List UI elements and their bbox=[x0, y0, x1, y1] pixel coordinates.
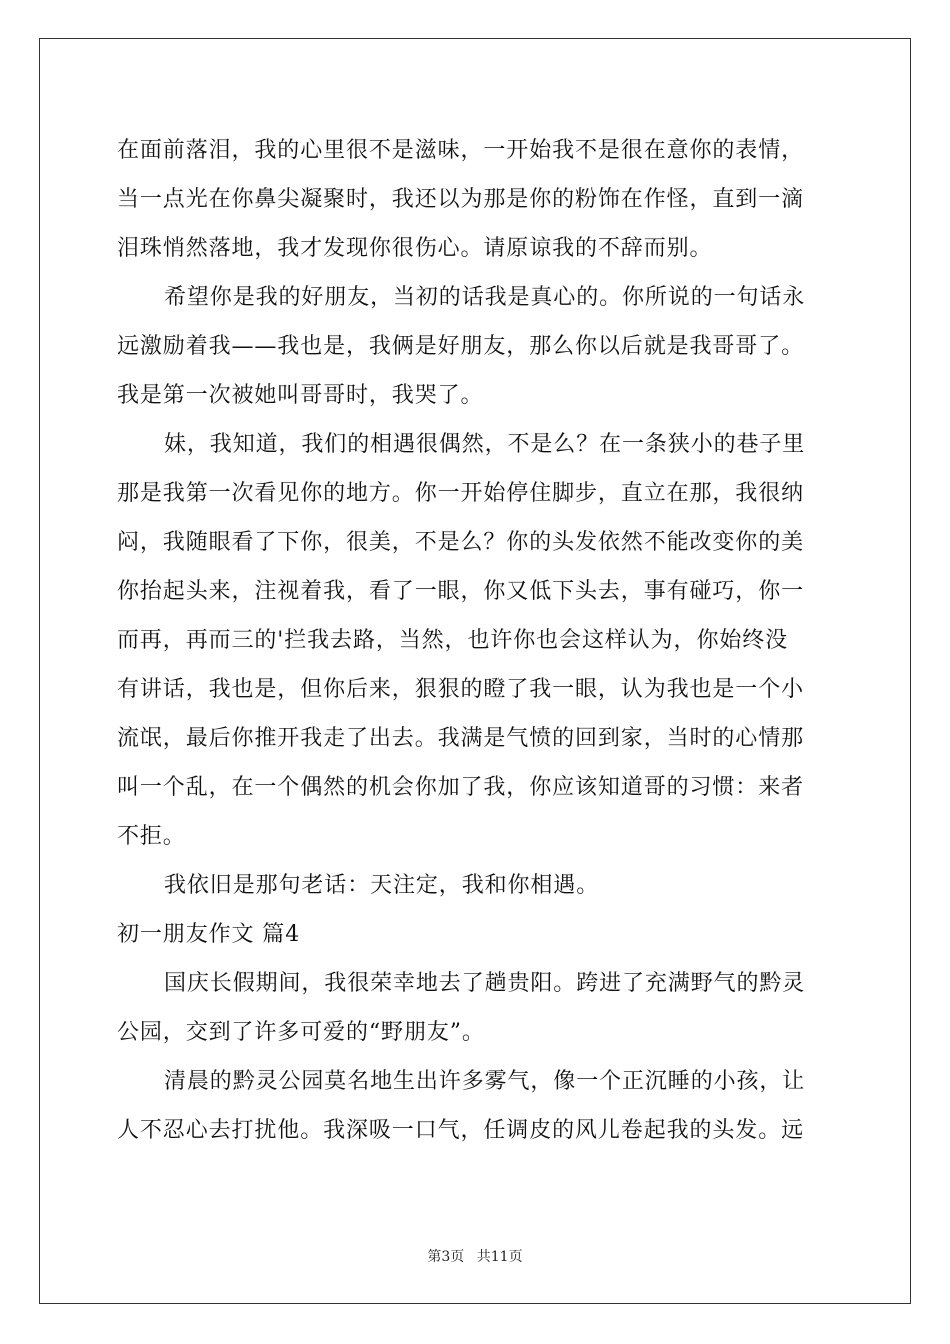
page-total: 共11页 bbox=[476, 1249, 523, 1265]
text-line: 而再，再而三的'拦我去路，当然，也许你也会这样认为，你始终没 bbox=[117, 628, 789, 653]
text-line: 流氓，最后你推开我走了出去。我满是气愤的回到家，当时的心情那 bbox=[117, 726, 805, 751]
text-line: 远激励着我——我也是，我俩是好朋友，那么你以后就是我哥哥了。 bbox=[117, 334, 805, 359]
text-line: 清晨的黔灵公园莫名地生出许多雾气，像一个正沉睡的小孩，让 bbox=[164, 1069, 806, 1094]
text-line: 我是第一次被她叫哥哥时，我哭了。 bbox=[117, 383, 484, 408]
section-heading: 初一朋友作文 篇4 bbox=[117, 922, 301, 947]
text-line: 公园，交到了许多可爱的“野朋友”。 bbox=[117, 1020, 485, 1045]
page-number: 第3页 bbox=[427, 1249, 465, 1265]
text-line: 你抬起头来，注视着我，看了一眼，你又低下头去，事有碰巧，你一 bbox=[117, 579, 805, 604]
text-line: 那是我第一次看见你的地方。你一开始停住脚步，直立在那，我很纳 bbox=[117, 481, 805, 506]
page-footer bbox=[0, 1246, 950, 1266]
text-line: 当一点光在你鼻尖凝聚时，我还以为那是你的粉饰在作怪，直到一滴 bbox=[117, 187, 805, 212]
document-body bbox=[117, 126, 833, 1155]
text-line: 我依旧是那句老话：天注定，我和你相遇。 bbox=[164, 873, 600, 898]
text-line: 叫一个乱，在一个偶然的机会你加了我，你应该知道哥的习惯：来者 bbox=[117, 775, 805, 800]
text-line: 妹，我知道，我们的相遇很偶然，不是么？在一条狭小的巷子里 bbox=[164, 432, 806, 457]
text-line: 不拒。 bbox=[117, 824, 186, 849]
text-line: 有讲话，我也是，但你后来，狠狠的瞪了我一眼，认为我也是一个小 bbox=[117, 677, 805, 702]
text-line: 人不忍心去打扰他。我深吸一口气，任调皮的风儿卷起我的头发。远 bbox=[117, 1118, 805, 1143]
text-line: 希望你是我的好朋友，当初的话我是真心的。你所说的一句话永 bbox=[164, 285, 806, 310]
text-line: 闷，我随眼看了下你，很美，不是么？你的头发依然不能改变你的美 bbox=[117, 530, 805, 555]
text-line: 国庆长假期间，我很荣幸地去了趟贵阳。跨进了充满野气的黔灵 bbox=[164, 971, 806, 996]
text-line: 在面前落泪，我的心里很不是滋味，一开始我不是很在意你的表情， bbox=[117, 138, 805, 163]
text-line: 泪珠悄然落地，我才发现你很伤心。请原谅我的不辞而别。 bbox=[117, 236, 713, 261]
